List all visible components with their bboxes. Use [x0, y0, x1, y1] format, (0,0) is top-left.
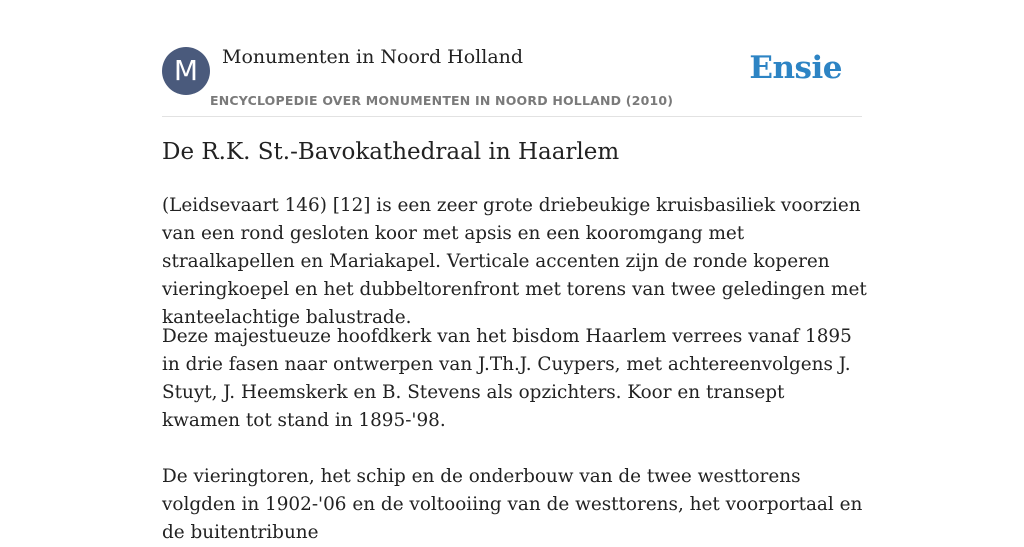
site-subtitle: ENCYCLOPEDIE OVER MONUMENTEN IN NOORD HOLLAND (2010) [210, 93, 674, 108]
article-paragraph-3: De vieringtoren, het schip en de onderbouw van de twee westtorens volgden in 1902-'06 en de voltooiing van de westtorens, het voorportaal en de buitentribune [162, 466, 863, 543]
article-paragraph-2: Deze majestueuze hoofdkerk van het bisdom Haarlem verrees vanaf 1895 in drie fasen naar ontwerpen van J.Th.J. Cuypers, met achtereenvolgens J. Stuyt, J. Heemskerk en B. Stevens als opzichters. Koor en transept kwamen tot stand in 1895-'98. [162, 326, 852, 431]
article-title: De R.K. St.-Bavokathedraal in Haarlem [162, 139, 620, 165]
article-paragraph-1: (Leidsevaart 146) [12] is een zeer grote driebeukige kruisbasiliek voorzien van een rond gesloten koor met apsis en een kooromgang met straalkapellen en Mariakapel. Verticale accenten zijn de ronde koperen vieringkoepel en het dubbeltorenfront met torens van twee geledingen met kanteelachtige balustrade. [162, 195, 867, 328]
site-title[interactable]: Monumenten in Noord Holland [222, 46, 524, 68]
header [162, 46, 862, 117]
brand-logo[interactable]: Ensie [749, 50, 842, 86]
avatar[interactable]: M [162, 47, 210, 95]
